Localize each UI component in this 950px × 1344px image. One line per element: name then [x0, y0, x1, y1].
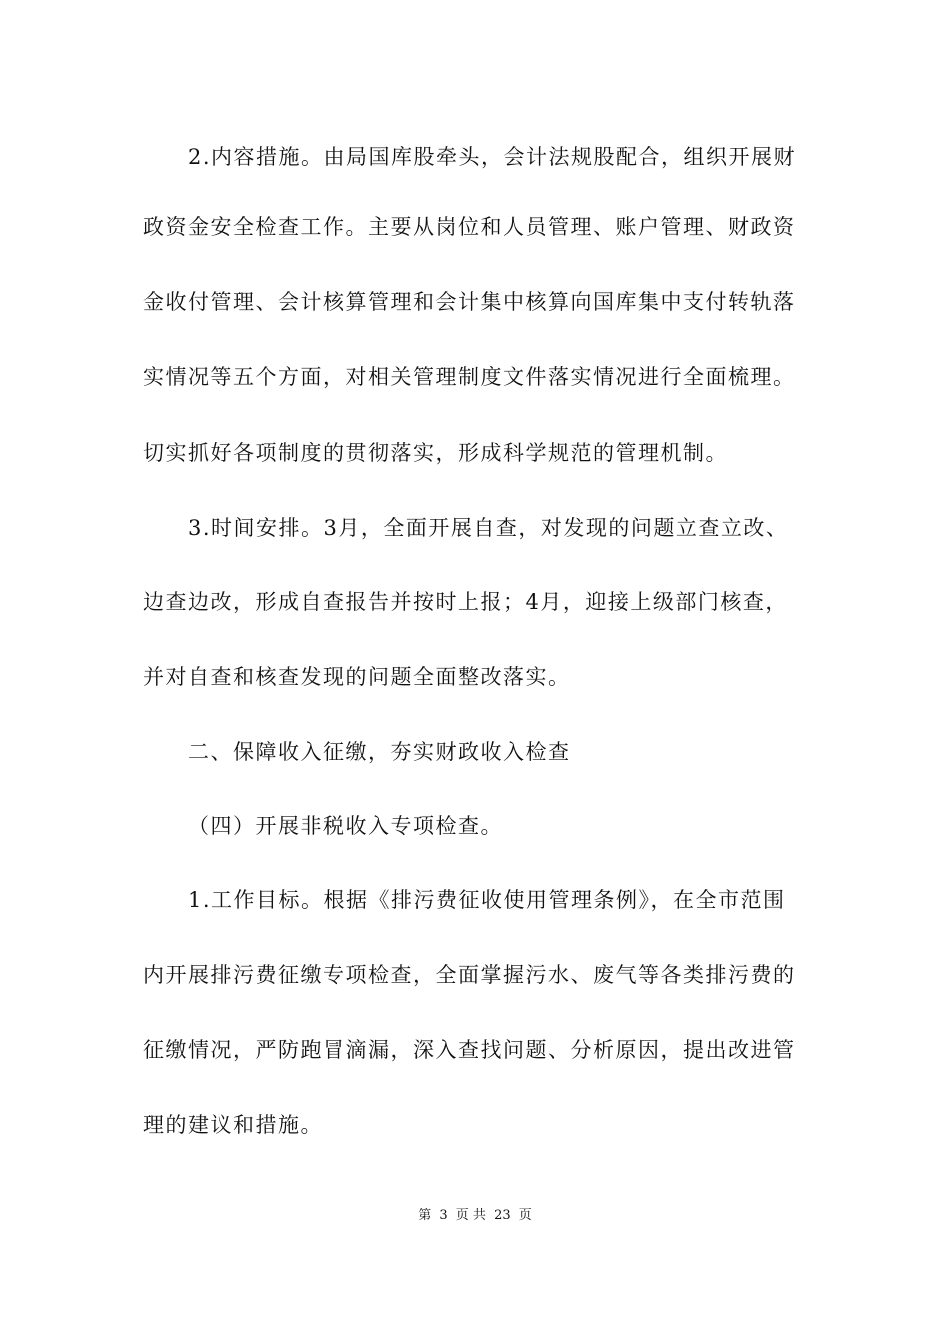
paragraph-line: 征缴情况，严防跑冒滴漏，深入查找问题、分析原因，提出改进管 — [143, 1038, 796, 1062]
paragraph-line: 边查边改，形成自查报告并按时上报；4月，迎接上级部门核查， — [143, 590, 788, 614]
paragraph-line: 切实抓好各项制度的贯彻落实，形成科学规范的管理机制。 — [143, 441, 728, 465]
paragraph-line: 政资金安全检查工作。主要从岗位和人员管理、账户管理、财政资 — [143, 215, 796, 239]
footer-page-number: 3 — [439, 1208, 448, 1223]
paragraph-line: 内开展排污费征缴专项检查，全面掌握污水、废气等各类排污费的 — [143, 963, 796, 987]
footer-prefix: 第 — [418, 1208, 432, 1223]
footer-suffix: 页 — [518, 1208, 532, 1223]
paragraph-line: 理的建议和措施。 — [143, 1113, 323, 1137]
paragraph-line: 金收付管理、会计核算管理和会计集中核算向国库集中支付转轨落 — [143, 290, 796, 314]
section-heading: 二、保障收入征缴，夯实财政收入检查 — [188, 740, 571, 764]
footer-middle: 页 共 — [455, 1208, 486, 1223]
page-footer — [0, 1207, 950, 1225]
paragraph-line: 并对自查和核查发现的问题全面整改落实。 — [143, 665, 571, 689]
paragraph-line: 1.工作目标。根据《排污费征收使用管理条例》，在全市范围 — [188, 888, 786, 912]
paragraph-line: 2.内容措施。由局国库股牵头，会计法规股配合，组织开展财 — [188, 145, 797, 169]
paragraph-line: 3.时间安排。3月，全面开展自查，对发现的问题立查立改、 — [188, 516, 789, 540]
footer-total-pages: 23 — [494, 1208, 511, 1223]
paragraph-line: 实情况等五个方面，对相关管理制度文件落实情况进行全面梳理。 — [143, 365, 796, 389]
subsection-heading: （四）开展非税收入专项检查。 — [188, 814, 503, 838]
